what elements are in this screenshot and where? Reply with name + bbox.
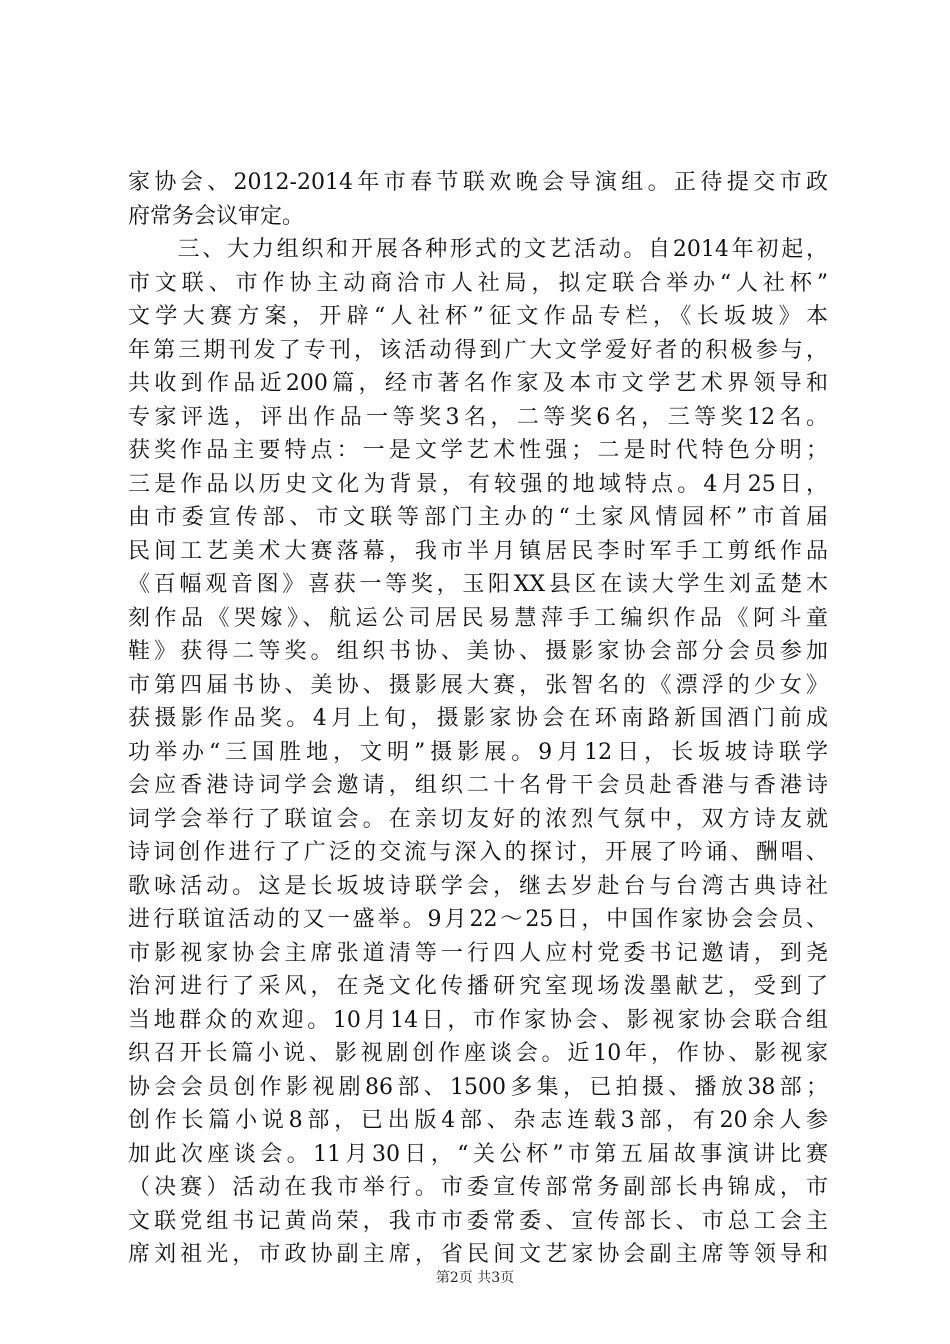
text-line: 文学大赛方案，开辟“人社杯”征文作品专栏，《长坂坡》本 bbox=[128, 304, 828, 329]
text-line: 协会会员创作影视剧86部、1500多集，已拍摄、播放38部； bbox=[128, 1074, 828, 1100]
text-line: 家协会、2012-2014年市春节联欢晚会导演组。正待提交市政 bbox=[128, 170, 828, 195]
text-line: 共收到作品近200篇，经市著名作家及本市文学艺术界领导和 bbox=[128, 371, 828, 396]
text-line: （决赛）活动在我市举行。市委宣传部常务副部长冉锦成，市 bbox=[128, 1175, 828, 1200]
text-line: 治河进行了采风，在尧文化传播研究室现场泼墨献艺，受到了 bbox=[128, 974, 828, 999]
text-line: 三、大力组织和开展各种形式的文艺活动。自2014年初起， bbox=[128, 237, 828, 262]
text-line: 加此次座谈会。11月30日，“关公杯”市第五届故事演讲比赛 bbox=[128, 1141, 828, 1167]
text-line: 织召开长篇小说、影视剧创作座谈会。近10年，作协、影视家 bbox=[128, 1041, 828, 1066]
text-line: 席刘祖光，市政协副主席，省民间文艺家协会副主席等领导和 bbox=[128, 1242, 828, 1267]
page-number: 第2页 共3页 bbox=[435, 1270, 515, 1286]
text-line: 会应香港诗词学会邀请，组织二十名骨干会员赴香港与香港诗 bbox=[128, 773, 828, 798]
text-line: 专家评选，评出作品一等奖3名，二等奖6名，三等奖12名。 bbox=[128, 404, 828, 430]
body-text bbox=[128, 166, 828, 1272]
page-footer bbox=[0, 1268, 950, 1288]
text-line: 市影视家协会主席张道清等一行四人应村党委书记邀请，到尧 bbox=[128, 940, 828, 966]
text-line: 创作长篇小说8部，已出版4部、杂志连载3部，有20余人参 bbox=[128, 1108, 828, 1133]
text-line: 由市委宣传部、市文联等部门主办的“土家风情园杯”市首届 bbox=[128, 505, 828, 530]
text-line: 鞋》获得二等奖。组织书协、美协、摄影家协会部分会员参加 bbox=[128, 639, 828, 664]
text-line: 功举办“三国胜地，文明”摄影展。9月12日，长坂坡诗联学 bbox=[128, 739, 828, 765]
text-line: 获奖作品主要特点：一是文学艺术性强；二是时代特色分明； bbox=[128, 438, 828, 463]
text-line: 进行联谊活动的又一盛举。9月22～25日，中国作家协会会员、 bbox=[128, 907, 828, 932]
text-line: 府常务会议审定。 bbox=[128, 203, 305, 229]
text-line: 获摄影作品奖。4月上旬，摄影家协会在环南路新国酒门前成 bbox=[128, 706, 828, 731]
text-line: 《百幅观音图》喜获一等奖，玉阳XX县区在读大学生刘孟楚木 bbox=[128, 572, 828, 597]
text-line: 词学会举行了联谊会。在亲切友好的浓烈气氛中，双方诗友就 bbox=[128, 806, 828, 832]
text-line: 诗词创作进行了广泛的交流与深入的探讨，开展了吟诵、酬唱、 bbox=[128, 840, 828, 865]
text-line: 市第四届书协、美协、摄影展大赛，张智名的《漂浮的少女》 bbox=[128, 672, 828, 698]
text-line: 文联党组书记黄尚荣，我市市委常委、宣传部长、市总工会主 bbox=[128, 1208, 828, 1234]
text-line: 市文联、市作协主动商洽市人社局，拟定联合举办“人社杯” bbox=[128, 270, 828, 296]
text-line: 当地群众的欢迎。10月14日，市作家协会、影视家协会联合组 bbox=[128, 1007, 828, 1033]
text-line: 民间工艺美术大赛落幕，我市半月镇居民李时军手工剪纸作品 bbox=[128, 538, 828, 564]
text-line: 三是作品以历史文化为背景，有较强的地域特点。4月25日， bbox=[128, 471, 828, 497]
text-line: 年第三期刊发了专刊，该活动得到广大文学爱好者的积极参与， bbox=[128, 337, 828, 363]
text-line: 歌咏活动。这是长坂坡诗联学会，继去岁赴台与台湾古典诗社 bbox=[128, 873, 828, 899]
text-line: 刻作品《哭嫁》、航运公司居民易慧萍手工编织作品《阿斗童 bbox=[128, 605, 828, 631]
